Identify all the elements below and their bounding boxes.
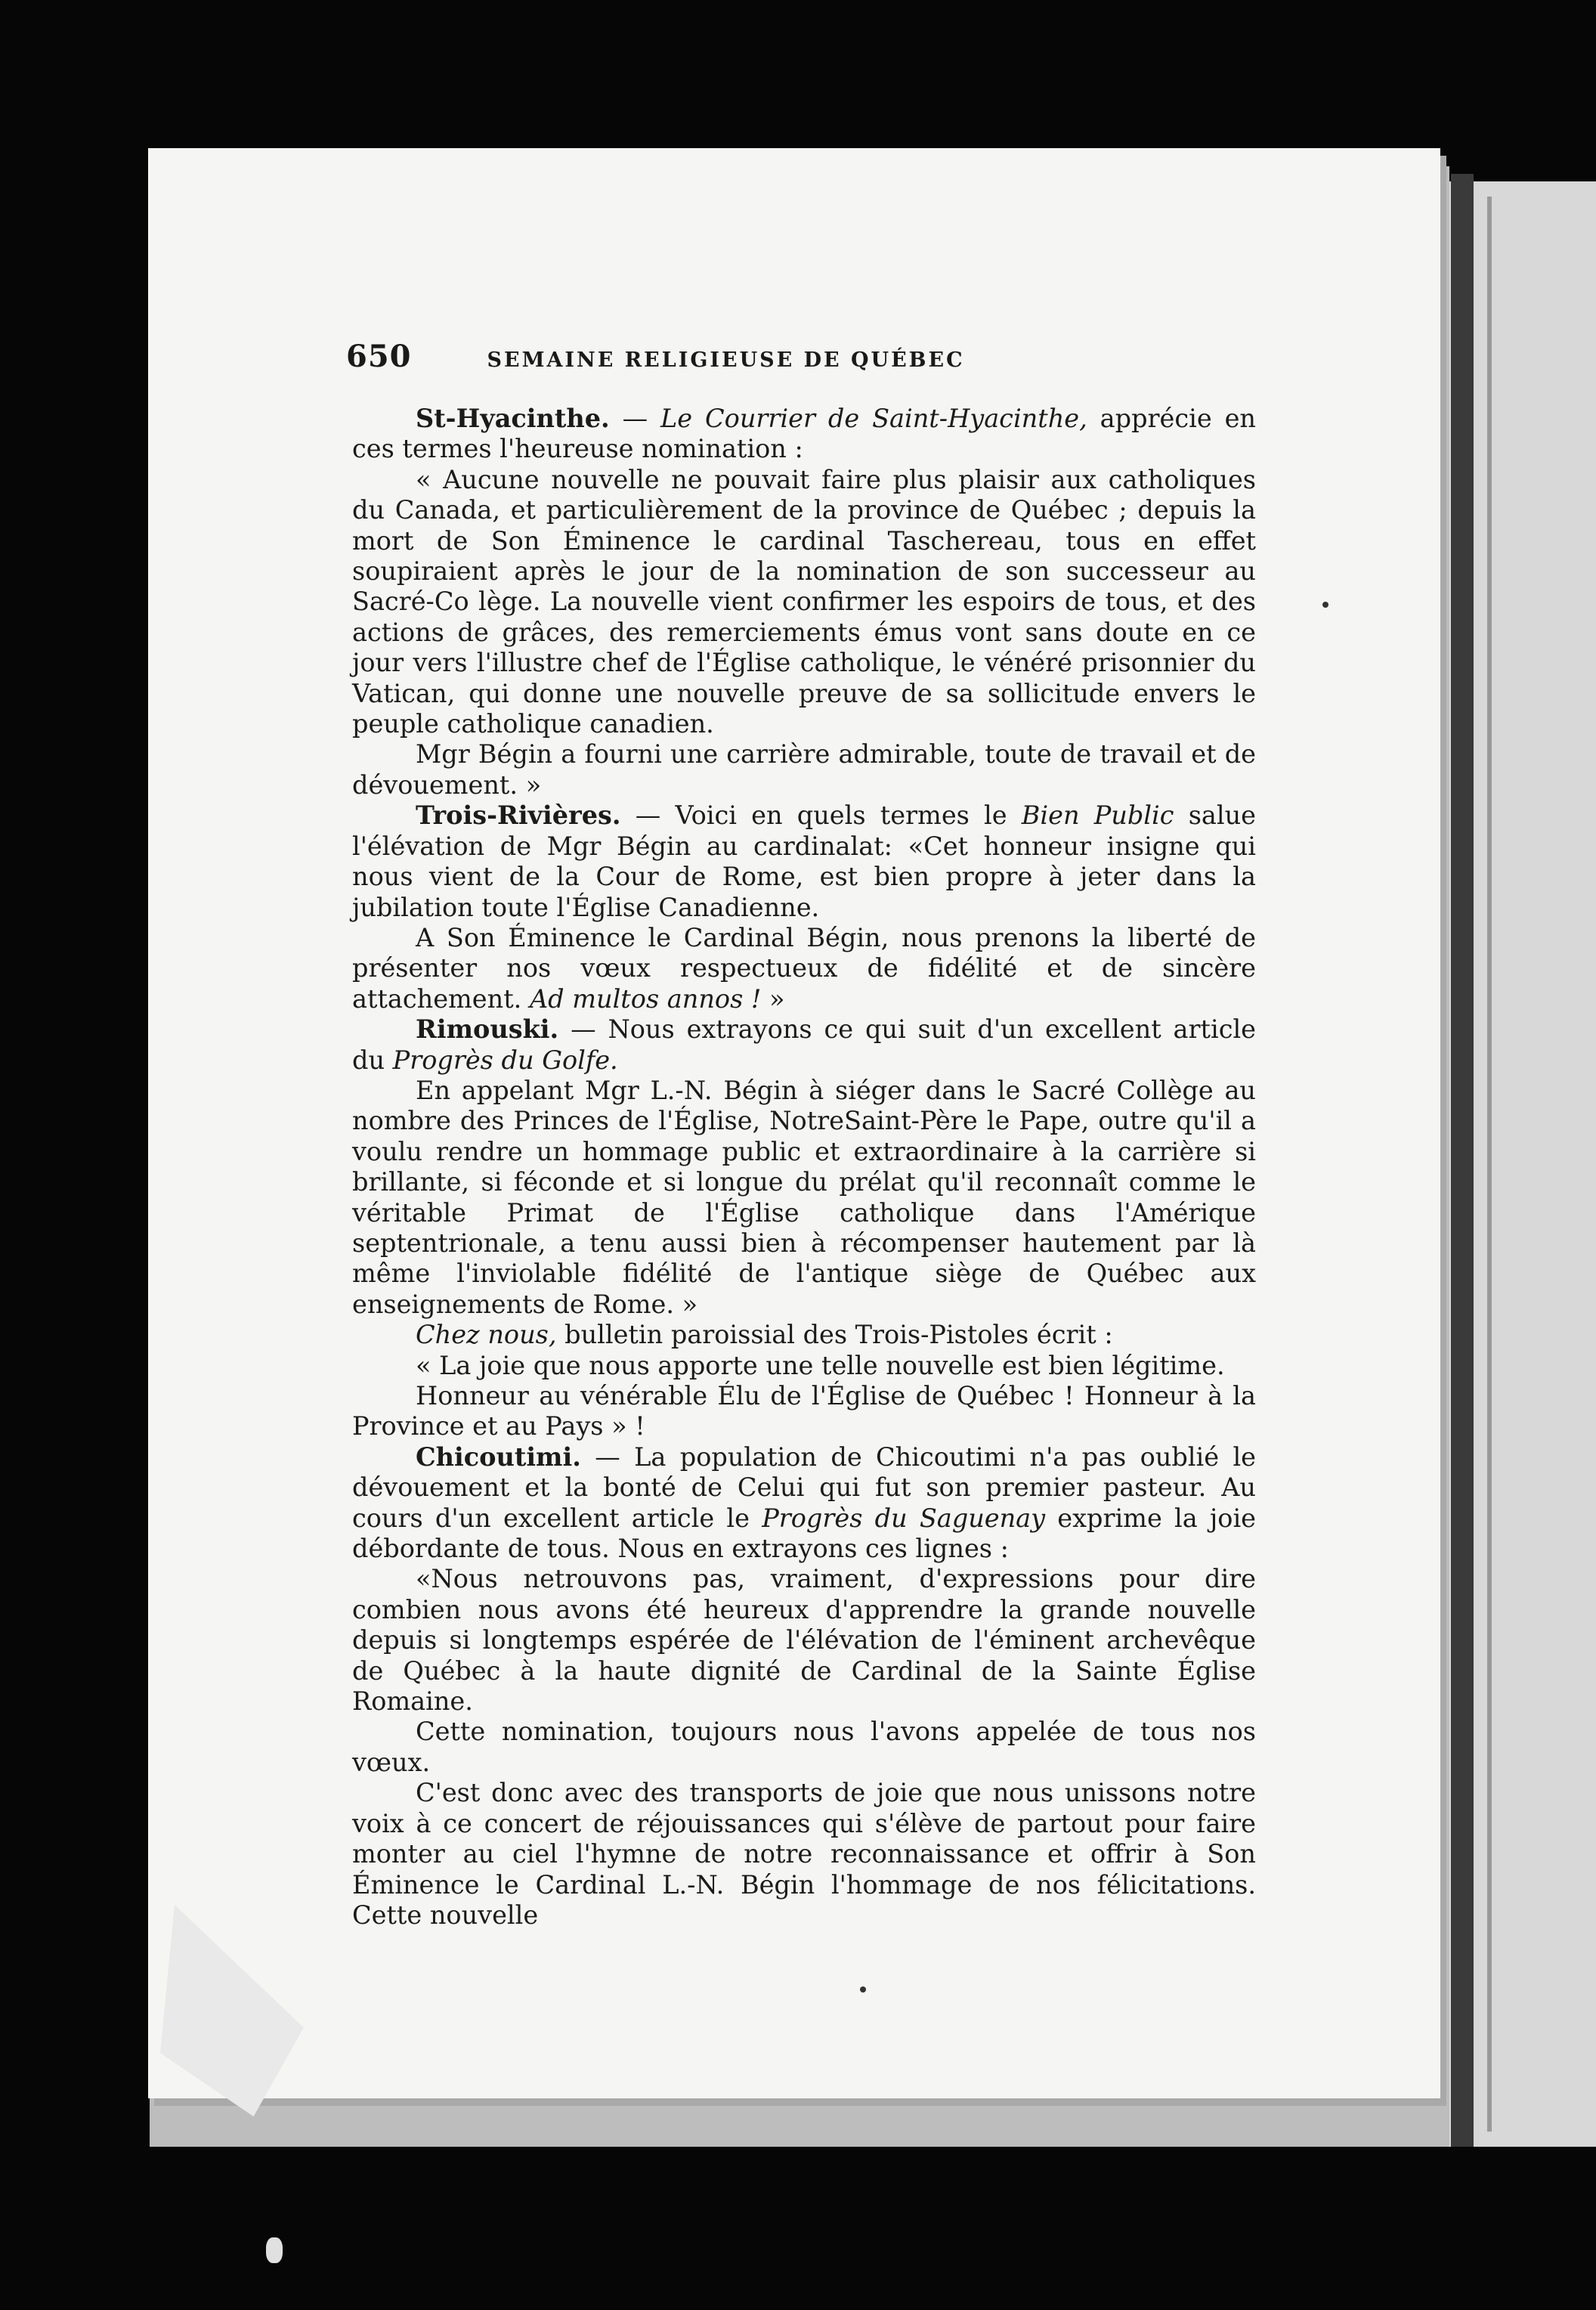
source-title: Bien Public bbox=[1021, 800, 1174, 831]
paragraph-rimouski bbox=[352, 1014, 1256, 1076]
quote-paragraph: C'est donc avec des transports de joie que nous unissons notre voix à ce concert de réjouissances qui s'élève de partout pour faire monter au ciel l'hymne de notre reconnaissance et offrir à Son Éminence le Cardinal L.-N. Bégin l'hommage de nos félicitations. Cette nouvelle bbox=[352, 1778, 1256, 1930]
ink-dot bbox=[860, 1986, 866, 1993]
source-title: Progrès du Golfe. bbox=[392, 1045, 618, 1075]
running-head bbox=[346, 339, 1034, 374]
section-heading: St-Hyacinthe. bbox=[416, 404, 610, 433]
section-heading: Rimouski. bbox=[416, 1014, 559, 1045]
dash: — bbox=[609, 404, 661, 433]
ink-dot bbox=[1322, 602, 1328, 608]
paragraph-text: bulletin paroissial des Trois-Pistoles écrit : bbox=[556, 1320, 1113, 1350]
page-stack-edge bbox=[1487, 197, 1492, 2132]
quote-paragraph: «Nous netrouvons pas, vraiment, d'expressions pour dire combien nous avons été heureux d'apprendre la grande nouvelle depuis si longtemps espérée de l'élévation de l'éminent archevêque de Québec à la haute dignité de Cardinal de la Sainte Église Romaine. bbox=[352, 1564, 1256, 1717]
book-spine-shadow bbox=[1451, 174, 1474, 2147]
latin-phrase: Ad multos annos ! bbox=[529, 983, 762, 1014]
paragraph-text: La population de Chicoutimi n'a pas oublié le dévouement et la bonté de Celui qui fut son premier pasteur. Au cours d'un excellent article le bbox=[352, 1441, 1256, 1533]
paragraph-trois-rivieres bbox=[352, 800, 1256, 923]
quote-paragraph: Cette nomination, toujours nous l'avons appelée de tous nos vœux. bbox=[352, 1717, 1256, 1777]
section-heading: Chicoutimi. bbox=[416, 1441, 581, 1472]
paragraph-chez-nous bbox=[352, 1320, 1256, 1350]
quote-paragraph: Mgr Bégin a fourni une carrière admirable, toute de travail et de dévouement. » bbox=[352, 739, 1256, 800]
quote-paragraph: « Aucune nouvelle ne pouvait faire plus plaisir aux catholiques du Canada, et particulièrement de la province de Québec ; depuis la mort de Son Éminence le cardinal Taschereau, tous en effet soupiraient après le jour de la nomination de son successeur au Sacré-Co lège. La nouvelle vient confirmer les espoirs de tous, et des actions de grâces, des remerciements émus vont sans doute en ce jour vers l'illustre chef de l'Église catholique, le vénéré prisonnier du Vatican, qui donne une nouvelle preuve de sa sollicitude envers le peuple catholique canadien. bbox=[352, 464, 1256, 739]
source-title: Le Courrier de Saint-Hyacinthe, bbox=[660, 404, 1087, 433]
dash: — bbox=[620, 800, 676, 831]
quote-paragraph: « La joie que nous apporte une telle nouvelle est bien légitime. bbox=[416, 1350, 1225, 1380]
page-number: 650 bbox=[346, 339, 412, 374]
paragraph-text: A Son Éminence le Cardinal Bégin, nous prenons la liberté de présenter nos vœux respectueux de fidélité et de sincère attachement. bbox=[352, 922, 1256, 1014]
paragraph-text: Nous extrayons ce qui suit d'un excellent article du bbox=[352, 1014, 1256, 1075]
closing-quote: » bbox=[761, 983, 785, 1014]
section-heading: Trois-Rivières. bbox=[416, 800, 621, 831]
paragraph-text: exprime la joie débordante de tous. Nous en extrayons ces lignes : bbox=[352, 1503, 1256, 1564]
dust-speck bbox=[266, 2237, 283, 2263]
paragraph-text: apprécie en ces termes l'heureuse nomination : bbox=[352, 404, 1256, 464]
article-body bbox=[352, 404, 1256, 1931]
paragraph-st-hyacinthe bbox=[352, 404, 1256, 465]
source-title: Chez nous, bbox=[416, 1320, 557, 1350]
paragraph-text: Voici en quels termes le bbox=[675, 800, 1022, 831]
quote-paragraph: Honneur au vénérable Élu de l'Église de Québec ! Honneur à la Province et au Pays » ! bbox=[352, 1381, 1256, 1441]
paragraph-text: salue l'élévation de Mgr Bégin au cardinalat: «Cet honneur insigne qui nous vient de la Cour de Rome, est bien propre à jeter dans la jubilation toute l'Église Canadienne. bbox=[352, 800, 1256, 922]
dash: — bbox=[580, 1441, 635, 1472]
paragraph-chicoutimi bbox=[352, 1442, 1256, 1565]
quote-paragraph bbox=[352, 923, 1256, 1014]
quote-paragraph: En appelant Mgr L.-N. Bégin à siéger dans le Sacré Collège au nombre des Princes de l'Église, NotreSaint-Père le Pape, outre qu'il a voulu rendre un hommage public et extraordinaire à la carrière si brillante, si féconde et si longue du prélat qu'il reconnaît comme le véritable Primat de l'Église catholique dans l'Amérique septentrionale, a tenu aussi bien à récompenser hautement par là même l'inviolable fidélité de l'antique siège de Québec aux enseignements de Rome. » bbox=[352, 1075, 1256, 1319]
journal-title: SEMAINE RELIGIEUSE DE QUÉBEC bbox=[487, 348, 965, 372]
source-title: Progrès du Saguenay bbox=[762, 1503, 1046, 1533]
dash: — bbox=[558, 1014, 608, 1045]
